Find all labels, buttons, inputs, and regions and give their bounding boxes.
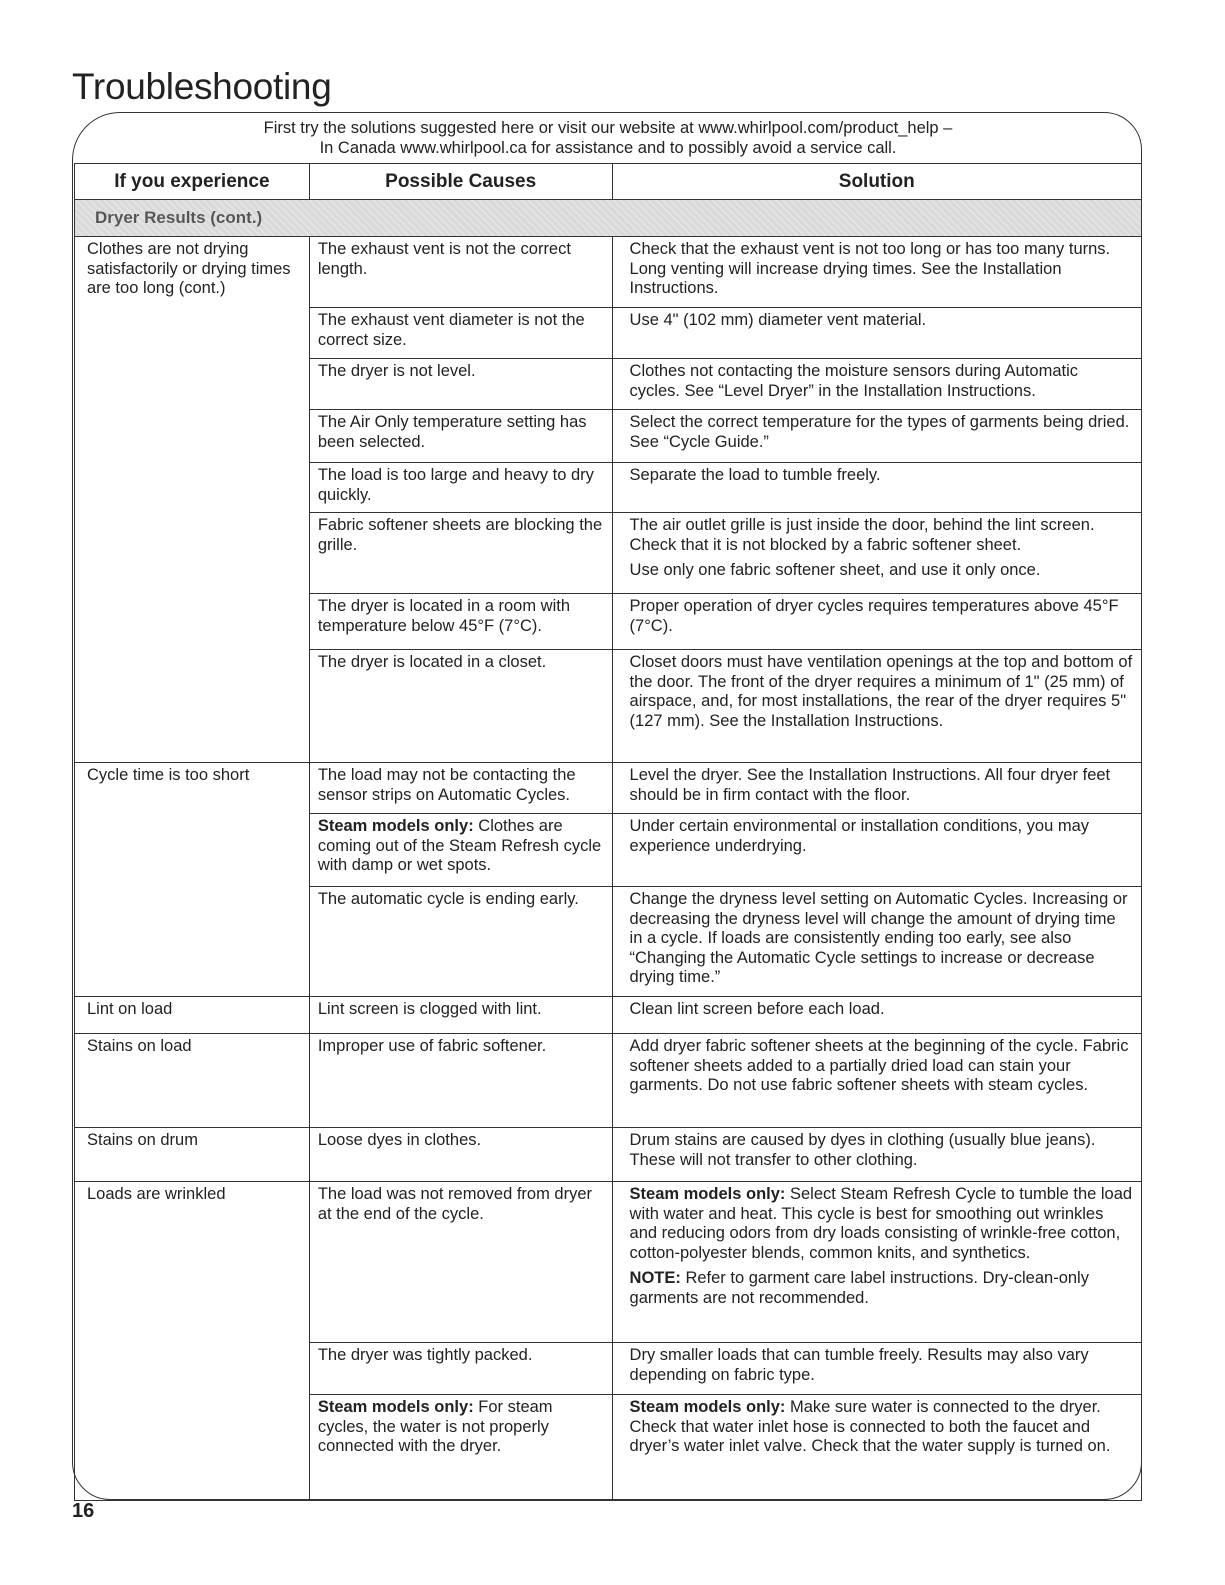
cause-cell: The load may not be contacting the sensor strips on Automatic Cycles. xyxy=(309,763,612,814)
solution-cell: Under certain environmental or installation conditions, you may experience underdrying. xyxy=(612,814,1141,887)
section-header xyxy=(75,200,1142,237)
table-row xyxy=(75,1034,1142,1128)
solution-note xyxy=(630,1269,1133,1308)
symptom-cell: Stains on load xyxy=(75,1034,310,1128)
cause-cell: The exhaust vent is not the correct length. xyxy=(309,237,612,308)
solution-text: The air outlet grille is just inside the door, behind the lint screen. Check that it is not blocked by a fabric softener sheet. xyxy=(629,516,1095,554)
solution-body: Make sure water is connected to the dryer. Check that water inlet hose is connected to both the faucet and dryer’s water inlet valve. Check that the water supply is turned on. xyxy=(629,1398,1111,1456)
symptom-cell: Loads are wrinkled xyxy=(75,1182,310,1501)
cause-text: For steam cycles, the water is not properly connected with the dryer. xyxy=(317,1398,553,1456)
cause-cell xyxy=(309,1395,612,1501)
cause-cell: The load is too large and heavy to dry quickly. xyxy=(309,463,612,513)
symptom-cell: Clothes are not drying satisfactorily or drying times are too long (cont.) xyxy=(75,237,310,763)
solution-cell: Separate the load to tumble freely. xyxy=(612,463,1141,513)
table-row xyxy=(75,1182,1142,1343)
solution-cell xyxy=(612,1395,1141,1501)
solution-cell: Check that the exhaust vent is not too long or has too many turns. Long venting will increase drying times. See the Installation Instructions. xyxy=(612,237,1141,308)
symptom-cell: Stains on drum xyxy=(75,1128,310,1182)
header-possible-causes: Possible Causes xyxy=(309,164,612,200)
table-row xyxy=(75,237,1142,308)
solution-cell: Dry smaller loads that can tumble freely. Results may also vary depending on fabric type. xyxy=(612,1343,1141,1395)
intro-line-2: In Canada www.whirlpool.ca for assistance and to possibly avoid a service call. xyxy=(319,139,897,157)
solution-cell xyxy=(612,513,1141,594)
table-row xyxy=(75,1128,1142,1182)
cause-cell: The exhaust vent diameter is not the correct size. xyxy=(309,308,612,359)
cause-cell xyxy=(309,814,612,887)
cause-cell: Loose dyes in clothes. xyxy=(309,1128,612,1182)
cause-cell: Lint screen is clogged with lint. xyxy=(309,997,612,1034)
page-number: 16 xyxy=(72,1500,95,1522)
symptom-cell: Lint on load xyxy=(75,997,310,1034)
table-row xyxy=(75,997,1142,1034)
solution-cell: Proper operation of dryer cycles requires temperatures above 45°F (7°C). xyxy=(612,594,1141,650)
cause-bold-label: Steam models only: xyxy=(317,817,474,835)
intro-text xyxy=(74,118,1142,158)
solution-body: Select Steam Refresh Cycle to tumble the load with water and heat. This cycle is best for smoothing out wrinkles and reducing odors from dry loads consisting of wrinkle-free cotton, cotton-polyester blends, common knits, and synthetics. xyxy=(629,1185,1133,1262)
solution-bold-label: Steam models only: xyxy=(629,1398,786,1416)
cause-cell: The dryer is located in a room with temperature below 45°F (7°C). xyxy=(309,594,612,650)
cause-text: Clothes are coming out of the Steam Refresh cycle with damp or wet spots. xyxy=(317,817,602,875)
section-label: Dryer Results (cont.) xyxy=(95,208,263,227)
solution-cell: Change the dryness level setting on Automatic Cycles. Increasing or decreasing the dryness level will change the amount of drying time in a cycle. If loads are consistently ending too early, see also “Changing the Automatic Cycle settings to increase or decrease drying time.” xyxy=(612,887,1141,997)
table-row xyxy=(75,763,1142,814)
solution-bold-label: Steam models only: xyxy=(629,1185,786,1203)
solution-cell: Use 4" (102 mm) diameter vent material. xyxy=(612,308,1141,359)
solution-cell: Clean lint screen before each load. xyxy=(612,997,1141,1034)
solution-cell xyxy=(612,1182,1141,1343)
cause-bold-label: Steam models only: xyxy=(317,1398,474,1416)
cause-cell: The automatic cycle is ending early. xyxy=(309,887,612,997)
cause-cell: Fabric softener sheets are blocking the grille. xyxy=(309,513,612,594)
note-body: Refer to garment care label instructions. Dry-clean-only garments are not recommended. xyxy=(629,1269,1089,1307)
solution-cell: Add dryer fabric softener sheets at the beginning of the cycle. Fabric softener sheets added to a partially dried load can stain your garments. Do not use fabric softener sheets with steam cycles. xyxy=(612,1034,1141,1128)
solution-text-2: Use only one fabric softener sheet, and use it only once. xyxy=(629,561,1041,580)
solution-cell: Clothes not contacting the moisture sensors during Automatic cycles. See “Level Dryer” in the Installation Instructions. xyxy=(612,359,1141,410)
solution-cell: Level the dryer. See the Installation Instructions. All four dryer feet should be in firm contact with the floor. xyxy=(612,763,1141,814)
solution-cell: Closet doors must have ventilation openings at the top and bottom of the door. The front of the dryer requires a minimum of 1" (25 mm) of airspace, and, for most installations, the rear of the dryer requires 5" (127 mm). See the Installation Instructions. xyxy=(612,650,1141,763)
cause-cell: Improper use of fabric softener. xyxy=(309,1034,612,1128)
section-row xyxy=(75,200,1142,237)
troubleshooting-table xyxy=(74,163,1142,1501)
cause-cell: The dryer is not level. xyxy=(309,359,612,410)
solution-cell: Drum stains are caused by dyes in clothing (usually blue jeans). These will not transfer to other clothing. xyxy=(612,1128,1141,1182)
cause-cell: The Air Only temperature setting has been selected. xyxy=(309,410,612,463)
header-if-you-experience: If you experience xyxy=(75,164,310,200)
intro-line-1: First try the solutions suggested here or visit our website at www.whirlpool.com/product_help – xyxy=(263,119,953,137)
solution-text xyxy=(630,1185,1133,1263)
header-solution: Solution xyxy=(612,164,1141,200)
cause-cell: The dryer was tightly packed. xyxy=(309,1343,612,1395)
page-title: Troubleshooting xyxy=(72,66,332,107)
note-label: NOTE: xyxy=(629,1269,681,1288)
cause-cell: The load was not removed from dryer at the end of the cycle. xyxy=(309,1182,612,1343)
cause-cell: The dryer is located in a closet. xyxy=(309,650,612,763)
solution-cell: Select the correct temperature for the types of garments being dried. See “Cycle Guide.” xyxy=(612,410,1141,463)
symptom-cell: Cycle time is too short xyxy=(75,763,310,997)
table-header-row xyxy=(75,164,1142,200)
